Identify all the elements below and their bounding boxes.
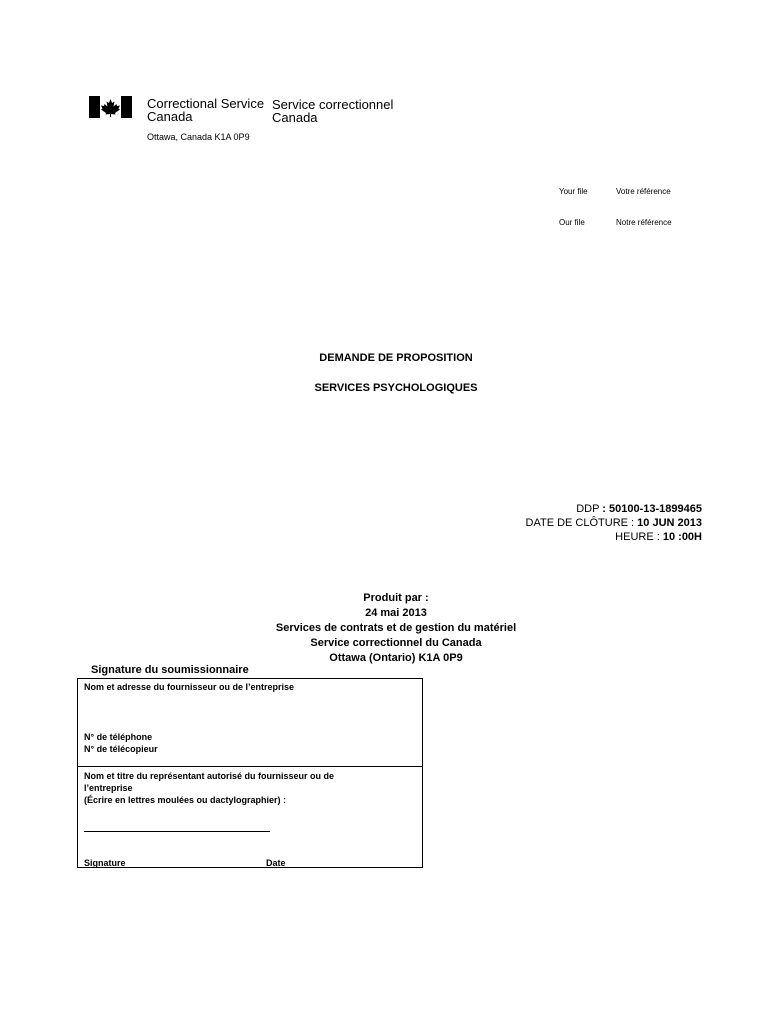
rfp-number bbox=[526, 502, 702, 516]
document-subtitle: SERVICES PSYCHOLOGIQUES bbox=[314, 382, 478, 394]
department-fr-line1: Service correctionnel bbox=[272, 97, 394, 112]
supplier-info-section bbox=[78, 679, 422, 767]
your-file-label-fr: Votre référence bbox=[616, 187, 671, 196]
closing-date-label: DATE DE CLÔTURE : bbox=[525, 517, 635, 529]
signature-label: Signature bbox=[84, 858, 126, 868]
department-en-line1: Correctional Service bbox=[147, 96, 265, 111]
representative-name-line bbox=[84, 831, 270, 832]
closing-date-value: 10 JUN 2013 bbox=[637, 517, 702, 529]
fax-label: N° de télécopieur bbox=[84, 744, 158, 754]
department-en-line2: Canada bbox=[147, 109, 193, 124]
closing-date bbox=[526, 516, 702, 530]
department-fr-line2: Canada bbox=[272, 110, 318, 125]
rfp-number-value: : 50100-13-1899465 bbox=[602, 503, 702, 515]
date-label: Date bbox=[266, 858, 286, 868]
representative-label-line3: (Écrire en lettres moulées ou dactylographier) : bbox=[84, 795, 287, 805]
supplier-name-address-label: Nom et adresse du fournisseur ou de l’entreprise bbox=[84, 682, 295, 692]
signature-heading: Signature du soumissionnaire bbox=[91, 664, 249, 676]
closing-time-value: 10 :00H bbox=[662, 531, 702, 543]
representative-label-line1: Nom et titre du représentant autorisé du fournisseur ou de bbox=[84, 771, 335, 781]
produced-by-label: Produit par : bbox=[363, 592, 429, 604]
your-file-label-en: Your file bbox=[559, 187, 588, 196]
closing-time bbox=[526, 530, 702, 544]
produced-date: 24 mai 2013 bbox=[365, 607, 427, 619]
representative-label-line2: l’entreprise bbox=[84, 783, 133, 793]
produced-office: Services de contrats et de gestion du matériel bbox=[275, 622, 517, 634]
produced-by-block bbox=[0, 591, 770, 666]
produced-department: Service correctionnel du Canada bbox=[310, 637, 482, 649]
rfp-number-label: DDP bbox=[576, 503, 600, 515]
our-file-label-en: Our file bbox=[559, 218, 585, 227]
phone-label: N° de téléphone bbox=[84, 732, 153, 742]
document-title: DEMANDE DE PROPOSITION bbox=[319, 352, 473, 364]
department-address: Ottawa, Canada K1A 0P9 bbox=[147, 132, 250, 142]
our-file-label-fr: Notre référence bbox=[616, 218, 672, 227]
department-name-en bbox=[147, 97, 264, 123]
canada-flag-logo bbox=[89, 96, 132, 118]
produced-address: Ottawa (Ontario) K1A 0P9 bbox=[329, 652, 463, 664]
closing-time-label: HEURE : bbox=[615, 531, 660, 543]
signature-box bbox=[77, 678, 423, 868]
department-name-fr bbox=[272, 98, 393, 124]
rfp-info bbox=[526, 502, 702, 544]
representative-label bbox=[84, 770, 334, 806]
